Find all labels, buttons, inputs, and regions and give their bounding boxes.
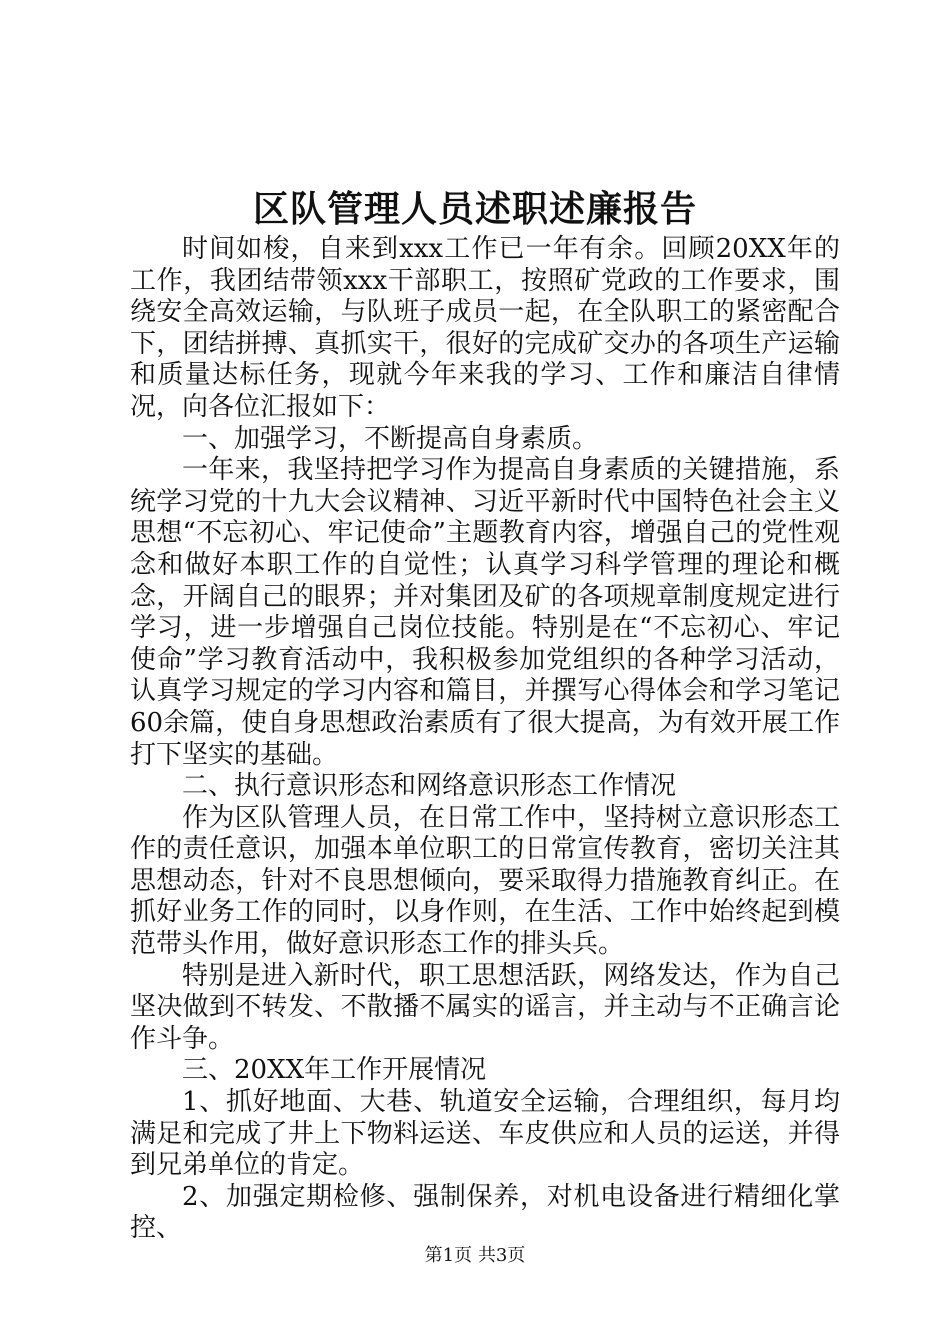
section-heading-2: 二、执行意识形态和网络意识形态工作情况 bbox=[182, 771, 677, 802]
section-heading-1: 一、加强学习，不断提高自身素质。 bbox=[182, 423, 599, 454]
paragraph-intro: 时间如梭，自来到xxx工作已一年有余。回顾20XX年的工作，我团结带领xxx干部职工，按照矿党政的工作要求，围绕安全高效运输，与队班子成员一起，在全队职工的紧密配合下，团结拼搏、真抓实干，很好的完成矿交办的各项生产运输和质量达标任务，现就今年来我的学习、工作和廉洁自律情况，向各位汇报如下： bbox=[130, 234, 840, 422]
paragraph-network: 特别是进入新时代，职工思想活跃，网络发达，作为自己坚决做到不转发、不散播不属实的谣言，并主动与不正确言论作斗争。 bbox=[130, 960, 840, 1054]
document-body bbox=[130, 234, 840, 1245]
paragraph-ideology: 作为区队管理人员，在日常工作中，坚持树立意识形态工作的责任意识，加强本单位职工的日常宣传教育，密切关注其思想动态，针对不良思想倾向，要采取得力措施教育纠正。在抓好业务工作的同时，以身作则，在生活、工作中始终起到模范带头作用，做好意识形态工作的排头兵。 bbox=[130, 802, 840, 960]
paragraph-work-item-1: 1、抓好地面、大巷、轨道安全运输，合理组织，每月均满足和完成了井上下物料运送、车皮供应和人员的运送，并得到兄弟单位的肯定。 bbox=[130, 1087, 840, 1181]
section-heading-3: 三、20XX年工作开展情况 bbox=[182, 1055, 487, 1086]
document-title: 区队管理人员述职述廉报告 bbox=[252, 188, 697, 230]
paragraph-work-item-2: 2、加强定期检修、强制保养，对机电设备进行精细化掌控、 bbox=[130, 1181, 840, 1244]
paragraph-study: 一年来，我坚持把学习作为提高自身素质的关键措施，系统学习党的十九大会议精神、习近平新时代中国特色社会主义思想“不忘初心、牢记使命”主题教育内容，增强自己的党性观念和做好本职工作的自觉性；认真学习科学管理的理论和概念，开阔自己的眼界；并对集团及矿的各项规章制度规定进行学习，进一步增强自己岗位技能。特别是在“不忘初心、牢记使命”学习教育活动中，我积极参加党组织的各种学习活动，认真学习规定的学习内容和篇目，并撰写心得体会和学习笔记60余篇，使自身思想政治素质有了很大提高，为有效开展工作打下坚实的基础。 bbox=[130, 455, 840, 770]
page-footer: 第1页 共3页 bbox=[424, 1245, 526, 1266]
